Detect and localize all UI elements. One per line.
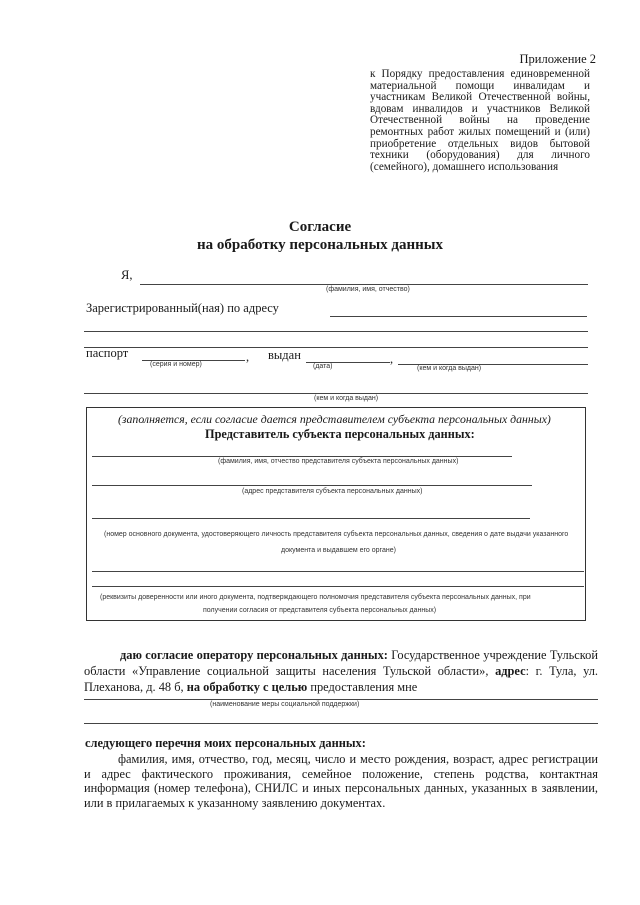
i-label: Я, [121,268,133,282]
consent-paragraph [84,647,598,695]
rep-address-caption: (адрес представителя субъекта персональных данных) [242,488,423,495]
rep-proxy-caption-2: получении согласия от представителя субъекта персональных данных) [203,607,437,614]
address-label: Зарегистрированный(ная) по адресу [86,301,279,315]
document-subtitle: на обработку персональных данных [197,237,443,253]
consent-text-1: Государственное учреждение Тульской области «Управление социальной защиты населения Тульской области», [84,648,599,678]
representative-heading: Представитель субъекта персональных данных: [205,427,475,441]
support-measure-caption: (наименование меры социальной поддержки) [210,701,360,708]
list-heading: следующего перечня моих персональных данных: [85,736,366,750]
rep-proxy-field-1[interactable] [92,571,584,572]
rep-proxy-caption-1: (реквизиты доверенности или иного документа, подтверждающего полномочия представителя субъекта персональных данных, при [100,594,531,601]
comma-2: , [390,352,394,366]
series-caption: (серия и номер) [150,361,202,368]
support-measure-field[interactable] [84,699,598,700]
by-whom-caption: (кем и когда выдан) [417,365,482,372]
appendix-title: Приложение 2 [519,52,596,66]
address-field-1[interactable] [330,316,587,317]
representative-note: (заполняется, если согласие дается представителем субъекта персональных данных) [118,412,551,426]
address-field-2[interactable] [84,331,588,332]
rep-proxy-field-2[interactable] [92,586,584,587]
consent-purpose-label: на обработку с целью [186,680,308,694]
consent-bold-1: даю согласие оператору персональных данных: [120,648,388,662]
fio-caption: (фамилия, имя, отчество) [326,286,410,293]
fio-field[interactable] [140,284,588,285]
rep-document-caption-1: (номер основного документа, удостоверяющего личность представителя субъекта персональных данных, сведения о дате выдачи указанного [104,531,569,538]
rep-fio-field[interactable] [92,456,512,457]
list-text: фамилия, имя, отчество, год, месяц, число и место рождения, возраст, адрес регистрации и адрес фактического проживания, семейное положение, степень родства, контактная информация (номер телефона), СНИЛС и иных персональных данных, указанных в заявлении, или в прилагаемых к указанному заявлению документах. [84,752,598,810]
rep-address-field[interactable] [92,485,532,486]
date-caption: (дата) [313,363,333,370]
address-field-3[interactable] [84,347,588,348]
rep-fio-caption: (фамилия, имя, отчество представителя субъекта персональных данных) [218,458,459,465]
issued-label: выдан [268,348,301,362]
by-whom-when-caption: (кем и когда выдан) [314,395,379,402]
passport-label: паспорт [86,346,129,360]
support-measure-field-2[interactable] [84,723,598,724]
issued-by-field-2[interactable] [84,393,588,394]
rep-document-caption-2: документа и выдавшем его органе) [281,547,396,554]
appendix-text: к Порядку предоставления единовременной материальной помощи инвалидам и участникам Великой Отечественной войны, вдовам инвалидов и участников Великой Отечественной войны на проведение ремонтных работ жилых помещений и (или) приобретение отдельных видов бытовой техники (оборудования) для личного (семейного), домашнего использования [370,68,590,173]
consent-text-2: : г. Тула, ул. Плеханова, д. 48 б, [84,664,598,694]
rep-document-field[interactable] [92,518,530,519]
consent-address-label: адрес [495,664,526,678]
consent-text-3: предоставления мне [307,680,418,694]
document-title: Согласие [288,219,352,235]
comma-1: , [246,350,250,364]
